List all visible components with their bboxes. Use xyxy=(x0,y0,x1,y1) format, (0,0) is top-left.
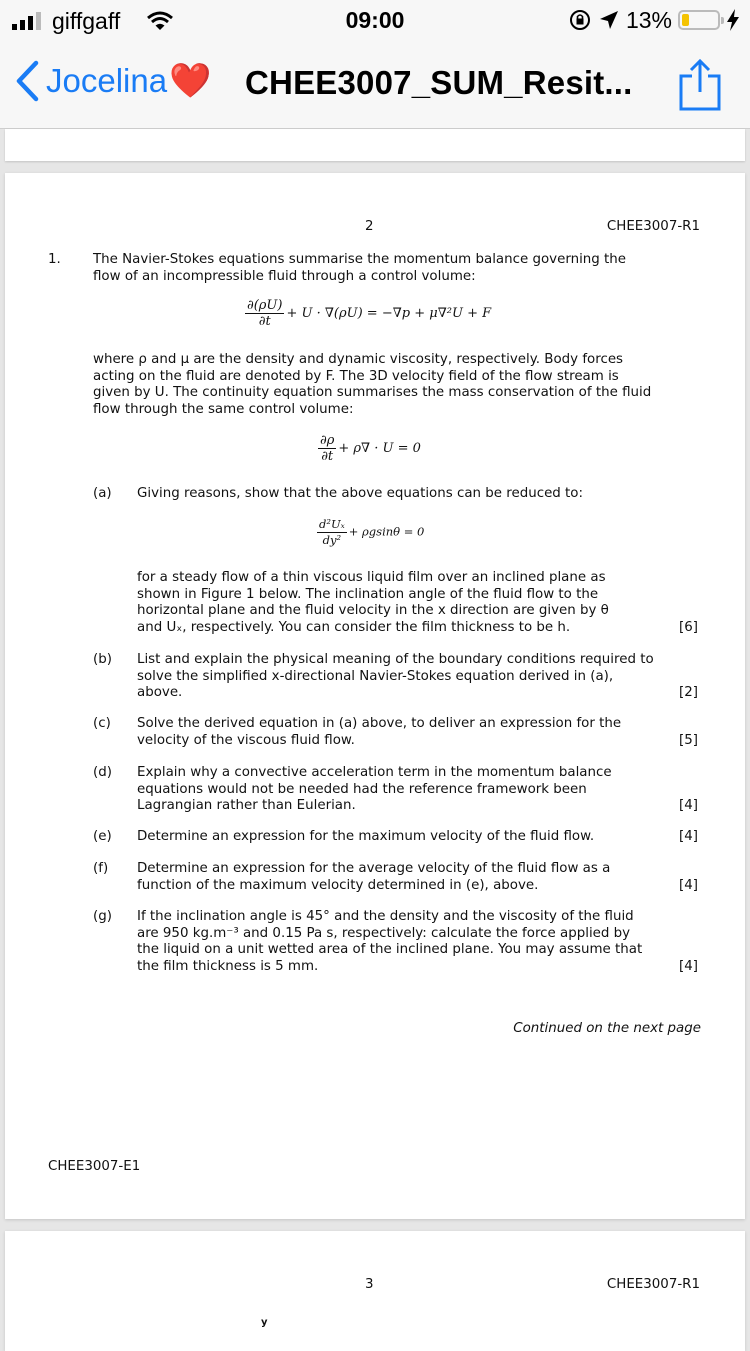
part-f-text: Determine an expression for the average velocity of the fluid flow as a function of the maximum velocity determined in (e), above. xyxy=(137,861,611,893)
rotation-lock-icon xyxy=(568,8,592,32)
back-button[interactable] xyxy=(14,60,211,102)
back-label: Jocelina xyxy=(46,62,168,99)
location-icon xyxy=(598,9,620,31)
part-b-mark: [2] xyxy=(679,685,698,700)
part-b-text: List and explain the physical meaning of the boundary conditions required to solve the simplified x-directional Navier-Stokes equation derived in (a), above. xyxy=(137,652,654,700)
eq3-denominator: dy² xyxy=(322,533,342,547)
document-page xyxy=(5,173,745,1219)
where-paragraph: where ρ and μ are the density and dynamic viscosity, respectively. Body forces acting on the fluid are denoted by F. The 3D velocity field of the flow stream is given by U. The continuity equation summarises the mass conservation of the fluid flow through the same control volume: xyxy=(93,352,652,417)
part-f-mark: [4] xyxy=(679,878,698,893)
part-f-label: (f) xyxy=(93,861,109,876)
chevron-left-icon xyxy=(14,60,40,102)
part-a-text: Giving reasons, show that the above equations can be reduced to: xyxy=(137,486,584,501)
clock: 09:00 xyxy=(345,7,405,33)
heart-emoji: ❤️ xyxy=(169,62,212,100)
charging-bolt-icon xyxy=(726,9,740,31)
part-a-continued-text: for a steady flow of a thin viscous liquid film over an inclined plane as shown in Figure 1 below. The inclination angle of the fluid flow to the horizontal plane and the fluid velocity in the x direction are given by θ and Uₓ, respectively. You can consider the film thickness to be h. xyxy=(137,570,609,635)
header-code: CHEE3007-R1 xyxy=(606,219,700,234)
question-intro: The Navier-Stokes equations summarise the momentum balance governing the flow of an incompressible fluid through a control volume: xyxy=(93,252,627,284)
eq1-numerator: ∂(ρU) xyxy=(247,298,283,313)
part-b-label: (b) xyxy=(93,652,112,667)
question-number: 1. xyxy=(48,252,61,267)
eq1-rhs: + U · ∇(ρU) = −∇p + μ∇²U + F xyxy=(286,306,492,321)
figure-axis-label: y xyxy=(261,1317,268,1328)
battery-icon xyxy=(678,10,720,30)
part-e-text: Determine an expression for the maximum velocity of the fluid flow. xyxy=(137,829,595,844)
part-a-mark: [6] xyxy=(679,620,698,635)
part-c-text: Solve the derived equation in (a) above, to deliver an expression for the velocity of the viscous fluid flow. xyxy=(137,716,622,748)
part-e-mark: [4] xyxy=(679,829,698,844)
share-icon[interactable] xyxy=(678,58,722,112)
part-c-mark: [5] xyxy=(679,733,698,748)
eq1-denominator: ∂t xyxy=(258,314,271,329)
part-g-text: If the inclination angle is 45° and the density and the viscosity of the fluid are 950 kg.m⁻³ and 0.15 Pa s, respectively: calculate the force applied by the liquid on a unit wetted area of the inclined plane. You may assume that the film thickness is 5 mm. xyxy=(137,909,643,974)
part-d-text: Explain why a convective acceleration term in the momentum balance equations would not be needed had the reference framework been Lagrangian rather than Eulerian. xyxy=(137,765,612,813)
continued-note: Continued on the next page xyxy=(513,1021,701,1036)
part-g-mark: [4] xyxy=(679,959,698,974)
nav-bar xyxy=(0,40,750,129)
carrier-name: giffgaff xyxy=(52,8,121,34)
status-bar xyxy=(0,0,750,40)
part-g-label: (g) xyxy=(93,909,112,924)
header-code: CHEE3007-R1 xyxy=(606,1277,700,1292)
eq2-denominator: ∂t xyxy=(321,449,334,464)
part-e-label: (e) xyxy=(93,829,112,844)
previous-page-fragment xyxy=(5,129,745,161)
eq3-rhs: + ρgsinθ = 0 xyxy=(348,524,425,539)
part-c-label: (c) xyxy=(93,716,111,731)
reduced-equation xyxy=(317,517,424,548)
page-number: 2 xyxy=(365,219,374,234)
battery-percent: 13% xyxy=(625,6,672,33)
next-document-page xyxy=(5,1231,745,1351)
part-d-label: (d) xyxy=(93,765,112,780)
eq2-numerator: ∂ρ xyxy=(320,433,335,448)
part-d-mark: [4] xyxy=(679,798,698,813)
eq3-numerator: d²Uₓ xyxy=(319,517,345,531)
part-a-label: (a) xyxy=(93,486,112,501)
document-title: CHEE3007_SUM_Resit... xyxy=(245,64,633,101)
navier-stokes-equation xyxy=(245,298,491,329)
page-number: 3 xyxy=(365,1277,374,1292)
continuity-equation xyxy=(318,433,421,464)
eq2-rhs: + ρ∇ · U = 0 xyxy=(338,441,421,456)
page-footer-code: CHEE3007-E1 xyxy=(48,1159,141,1174)
